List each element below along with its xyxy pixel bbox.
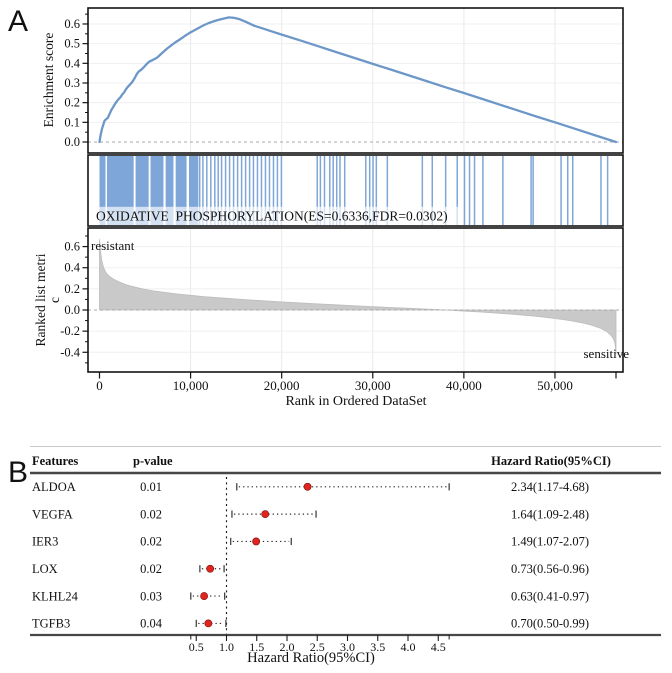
hr-x-tick-label: 2.5 bbox=[309, 640, 325, 654]
es-y-tick-label: 0.4 bbox=[64, 56, 80, 71]
forest-hr-ci-text: 2.34(1.17-4.68) bbox=[510, 480, 590, 494]
es-y-tick-label: 0.3 bbox=[64, 75, 80, 90]
es-y-tick-label: 0.5 bbox=[64, 36, 80, 51]
rank-x-tick-label: 10,000 bbox=[172, 378, 209, 393]
sensitive-annotation: sensitive bbox=[583, 346, 629, 361]
generated-chart-layer bbox=[30, 8, 661, 654]
column-header-features: Features bbox=[32, 454, 79, 468]
hr-x-tick-label: 3.5 bbox=[370, 640, 386, 654]
es-y-tick-label: 0.2 bbox=[64, 95, 80, 110]
es-y-tick-label: 0.1 bbox=[64, 115, 80, 130]
hr-x-tick-label: 0.5 bbox=[188, 640, 204, 654]
geneset-title: OXIDATIVE PHOSPHORYLATION(ES=0.6336,FDR=0.0302) bbox=[96, 208, 448, 224]
enrichment-score-axis-title: Enrichment score bbox=[41, 32, 56, 128]
forest-pvalue: 0.03 bbox=[140, 589, 162, 604]
hazard-ratio-point bbox=[253, 538, 260, 545]
ranked-metric-axis-title-line2: c bbox=[47, 297, 62, 303]
metric-y-tick-label: -0.2 bbox=[60, 324, 80, 339]
forest-hr-ci-text: 0.63(0.41-0.97) bbox=[510, 589, 590, 604]
metric-y-tick-label: 0.0 bbox=[64, 303, 80, 317]
hr-x-tick-label: 1.0 bbox=[219, 640, 234, 654]
forest-feature-label: LOX bbox=[32, 561, 58, 576]
forest-pvalue: 0.02 bbox=[140, 507, 162, 522]
column-header-pvalue: p-value bbox=[133, 454, 173, 468]
hr-x-tick-label: 2.0 bbox=[279, 640, 295, 654]
forest-feature-label: IER3 bbox=[32, 534, 59, 549]
metric-y-tick-label: 0.6 bbox=[64, 239, 80, 254]
ranked-metric-axis-title-line1: Ranked list metri bbox=[33, 253, 48, 347]
hazard-ratio-point bbox=[207, 565, 214, 572]
rank-x-tick-label: 40,000 bbox=[445, 378, 482, 393]
rank-x-tick-label: 30,000 bbox=[354, 378, 391, 393]
resistant-annotation: resistant bbox=[91, 238, 135, 253]
hazard-ratio-point bbox=[205, 620, 212, 627]
forest-feature-label: KLHL24 bbox=[32, 589, 78, 604]
rank-axis-title: Rank in Ordered DataSet bbox=[285, 394, 427, 409]
forest-pvalue: 0.02 bbox=[140, 534, 162, 549]
metric-y-tick-label: 0.2 bbox=[64, 281, 80, 296]
rank-x-tick-label: 0 bbox=[96, 378, 103, 393]
panel-b-label: B bbox=[8, 456, 29, 489]
metric-y-tick-label: 0.4 bbox=[64, 260, 80, 275]
forest-feature-label: VEGFA bbox=[32, 507, 73, 522]
forest-hr-ci-text: 0.73(0.56-0.96) bbox=[510, 561, 590, 576]
hazard-ratio-point bbox=[262, 511, 269, 518]
hr-x-tick-label: 4.5 bbox=[430, 640, 446, 654]
forest-hr-ci-text: 0.70(0.50-0.99) bbox=[510, 616, 590, 631]
hr-x-tick-label: 3.0 bbox=[340, 640, 355, 654]
es-y-tick-label: 0.0 bbox=[64, 135, 80, 149]
forest-pvalue: 0.01 bbox=[140, 480, 162, 494]
rank-x-tick-label: 20,000 bbox=[263, 378, 300, 393]
forest-hr-ci-text: 1.64(1.09-2.48) bbox=[510, 507, 590, 522]
ranked-metric-area bbox=[100, 239, 617, 354]
hazard-ratio-axis-title: Hazard Ratio(95%CI) bbox=[247, 650, 375, 666]
forest-feature-label: TGFB3 bbox=[32, 616, 71, 631]
hr-x-tick-label: 4.0 bbox=[400, 640, 416, 654]
forest-hr-ci-text: 1.49(1.07-2.07) bbox=[510, 534, 590, 549]
hazard-ratio-point bbox=[304, 483, 311, 490]
enrichment-score-curve bbox=[100, 17, 617, 142]
metric-y-tick-label: -0.4 bbox=[60, 345, 80, 360]
forest-pvalue: 0.02 bbox=[140, 561, 162, 576]
panel-a-label: A bbox=[8, 5, 29, 38]
column-header-hazard-ratio: Hazard Ratio(95%CI) bbox=[491, 454, 611, 468]
es-panel-frame bbox=[88, 8, 623, 153]
es-y-tick-label: 0.6 bbox=[64, 16, 80, 31]
rank-x-tick-label: 50,000 bbox=[537, 378, 573, 393]
hazard-ratio-point bbox=[201, 592, 208, 599]
forest-feature-label: ALDOA bbox=[32, 480, 76, 494]
forest-pvalue: 0.04 bbox=[140, 616, 162, 631]
hr-x-tick-label: 1.5 bbox=[249, 640, 265, 654]
